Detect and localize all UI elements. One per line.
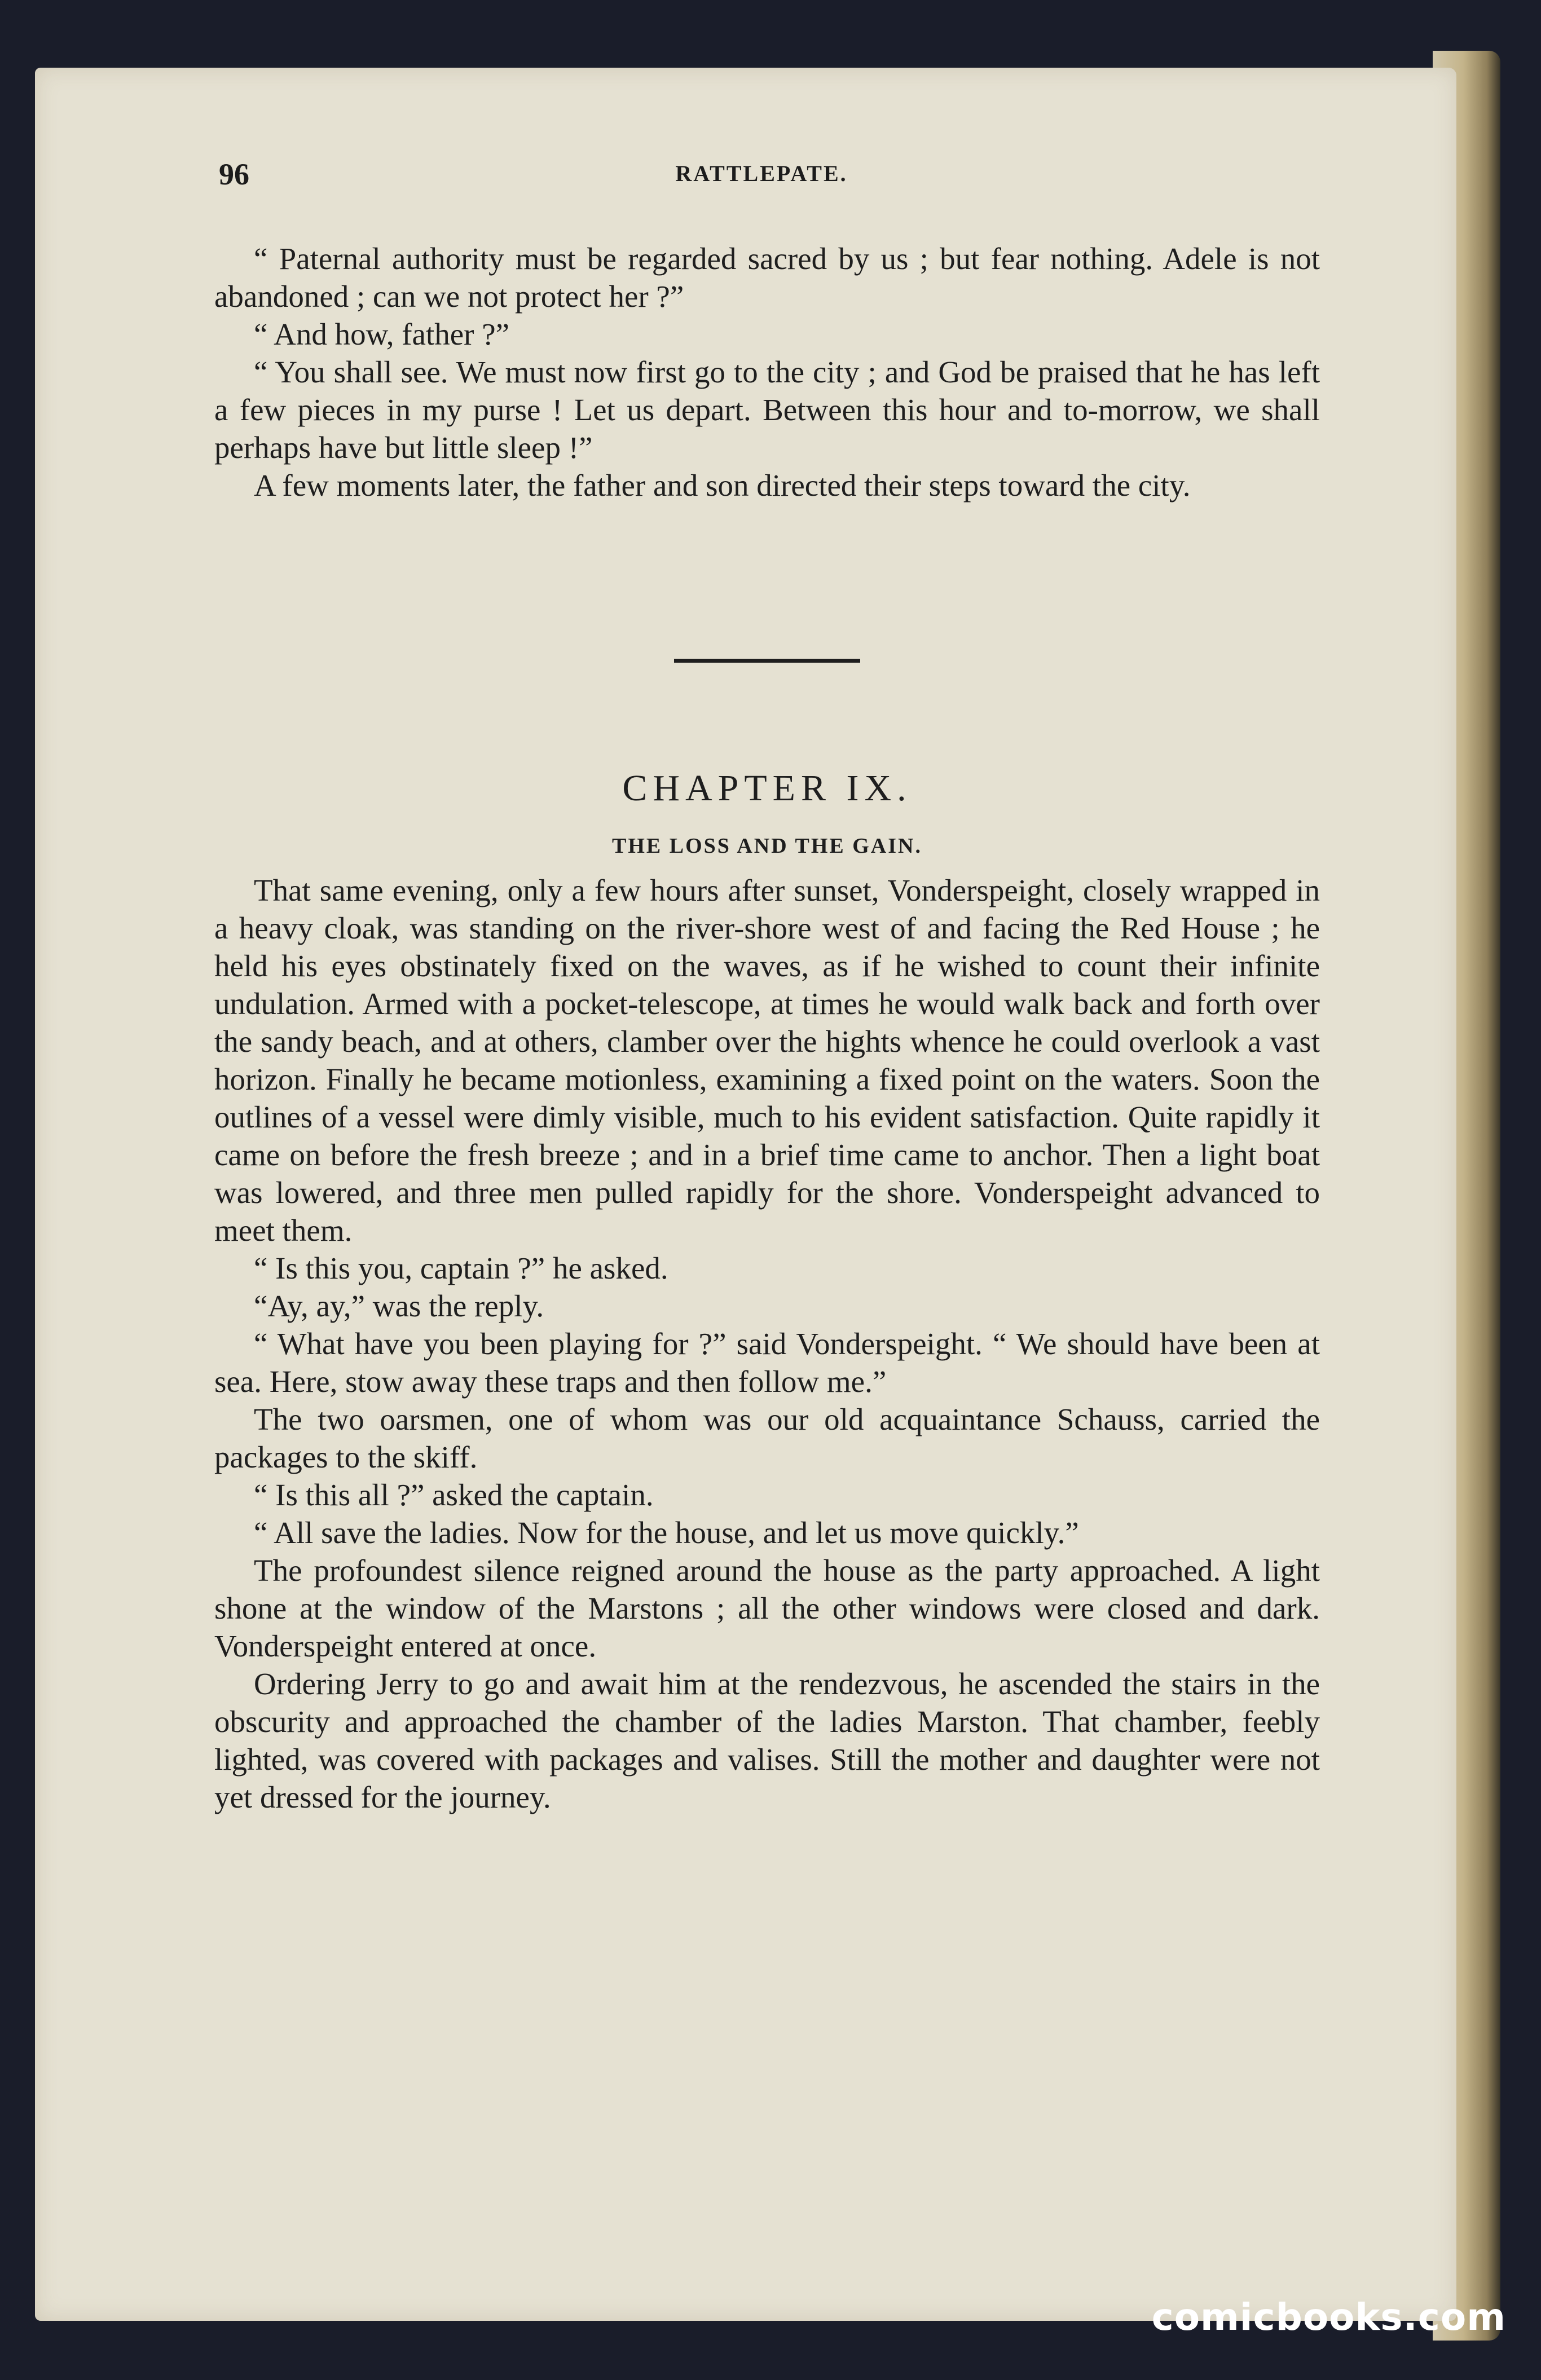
paragraph: The two oarsmen, one of whom was our old acquaintance Schauss, carried the packages to the skiff. <box>214 1402 1320 1474</box>
paragraph: That same evening, only a few hours after sunset, Vonderspeight, closely wrapped in a heavy cloak, was standing on the river-shore west of and facing the Red House ; he held his eyes obstinately fixed on the waves, as if he wished to count their infinite undulation. Armed with a pocket-telescope, at times he would walk back and forth over the sandy beach, and at others, clamber over the hights whence he could overlook a vast horizon. Finally he became motionless, examining a fixed point on the waters. Soon the outlines of a vessel were dimly visible, much to his evident satisfaction. Quite rapidly it came on before the fresh breeze ; and in a brief time came to anchor. Then a light boat was lowered, and three men pulled rapidly for the shore. Vonderspeight advanced to meet them. <box>214 873 1320 1248</box>
paragraph: “ Paternal authority must be regarded sacred by us ; but fear nothing. Adele is not abandoned ; can we not protect her ?” <box>214 241 1320 314</box>
paragraph: “ You shall see. We must now first go to the city ; and God be praised that he has left a few pieces in my purse ! Let us depart. Between this hour and to-morrow, we shall perhaps have but little sleep !” <box>214 355 1320 465</box>
paragraph: Ordering Jerry to go and await him at the rendezvous, he ascended the stairs in the obscurity and approached the chamber of the ladies Marston. That chamber, feebly lighted, was covered with packages and valises. Still the mother and daughter were not yet dressed for the journey. <box>214 1667 1320 1814</box>
chapter-body <box>214 871 1320 1816</box>
chapter-title: CHAPTER IX. <box>622 768 912 809</box>
paragraph: A few moments later, the father and son directed their steps toward the city. <box>254 468 1191 503</box>
chapter-subtitle: THE LOSS AND THE GAIN. <box>612 834 922 858</box>
paragraph: “ And how, father ?” <box>254 317 510 351</box>
paragraph: “Ay, ay,” was the reply. <box>254 1289 544 1323</box>
page-header <box>180 157 1342 196</box>
paragraph: “ Is this you, captain ?” he asked. <box>254 1251 668 1285</box>
paragraph: “ Is this all ?” asked the captain. <box>254 1478 654 1512</box>
paragraph: The profoundest silence reigned around the house as the party approached. A light shone at the window of the Marstons ; all the other windows were closed and dark. Vonderspeight entered at once. <box>214 1553 1320 1663</box>
page-number: 96 <box>219 157 249 191</box>
watermark-text: comicbooks.com <box>1151 2295 1506 2339</box>
section-divider <box>674 659 860 663</box>
continuation-text <box>214 240 1320 504</box>
paragraph: “ All save the ladies. Now for the house, and let us move quickly.” <box>254 1515 1079 1550</box>
running-head: RATTLEPATE. <box>675 161 848 186</box>
paragraph: “ What have you been playing for ?” said Vonderspeight. “ We should have been at sea. Here, stow away these traps and then follow me.” <box>214 1326 1320 1399</box>
